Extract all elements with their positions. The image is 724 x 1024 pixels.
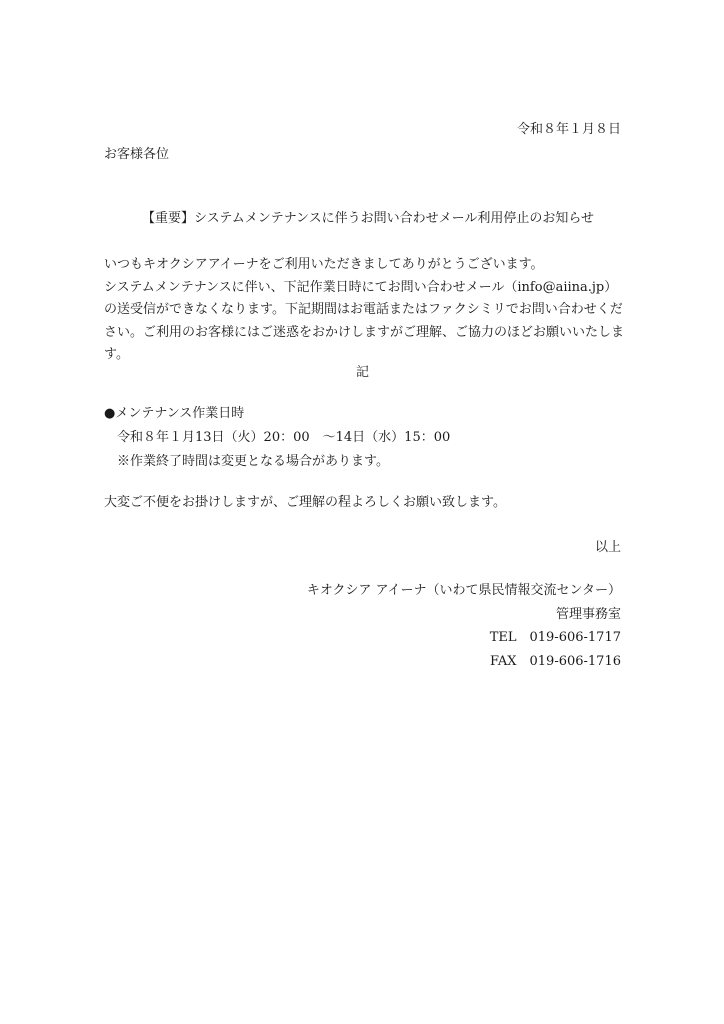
maintenance-note: ※作業終了時間は変更となる場合があります。 xyxy=(117,454,389,469)
ki-marker: 記 xyxy=(356,365,370,380)
ijou-marker: 以上 xyxy=(594,540,621,555)
body-line: システムメンテナンスに伴い、下記作業日時にてお問い合わせメール（info@aiina.jp） xyxy=(104,279,618,295)
body-line: いつもキオクシアアイーナをご利用いただきましてありがとうございます。 xyxy=(104,257,544,272)
maintenance-period: 令和８年１月13日（火）20：00 ～14日（水）15：00 xyxy=(117,430,451,445)
sender-organization: キオクシア アイーナ（いわて県民情報交流センター） xyxy=(306,583,621,598)
body-line: す。 xyxy=(104,347,129,362)
maintenance-heading: ●メンテナンス作業日時 xyxy=(104,406,245,421)
sender-fax: FAX 019-606-1716 xyxy=(489,654,621,669)
addressee: お客様各位 xyxy=(104,147,170,162)
body-paragraph xyxy=(104,254,625,367)
sender-office: 管理事務室 xyxy=(555,607,621,622)
body-line: の送受信ができなくなります。下記期間はお電話またはファクシミリでお問い合わせくだ xyxy=(104,302,623,317)
document-date: 令和８年１月８日 xyxy=(516,122,621,137)
closing-sentence: 大変ご不便をお掛けしますが、ご理解の程よろしくお願い致します。 xyxy=(104,495,506,510)
sender-tel: TEL 019-606-1717 xyxy=(489,630,621,645)
document-title: 【重要】システムメンテナンスに伴うお問い合わせメール利用停止のお知らせ xyxy=(142,211,595,226)
body-line: さい。ご利用のお客様にはご迷惑をおかけしますがご理解、ご協力のほどお願いいたしま xyxy=(104,324,625,340)
